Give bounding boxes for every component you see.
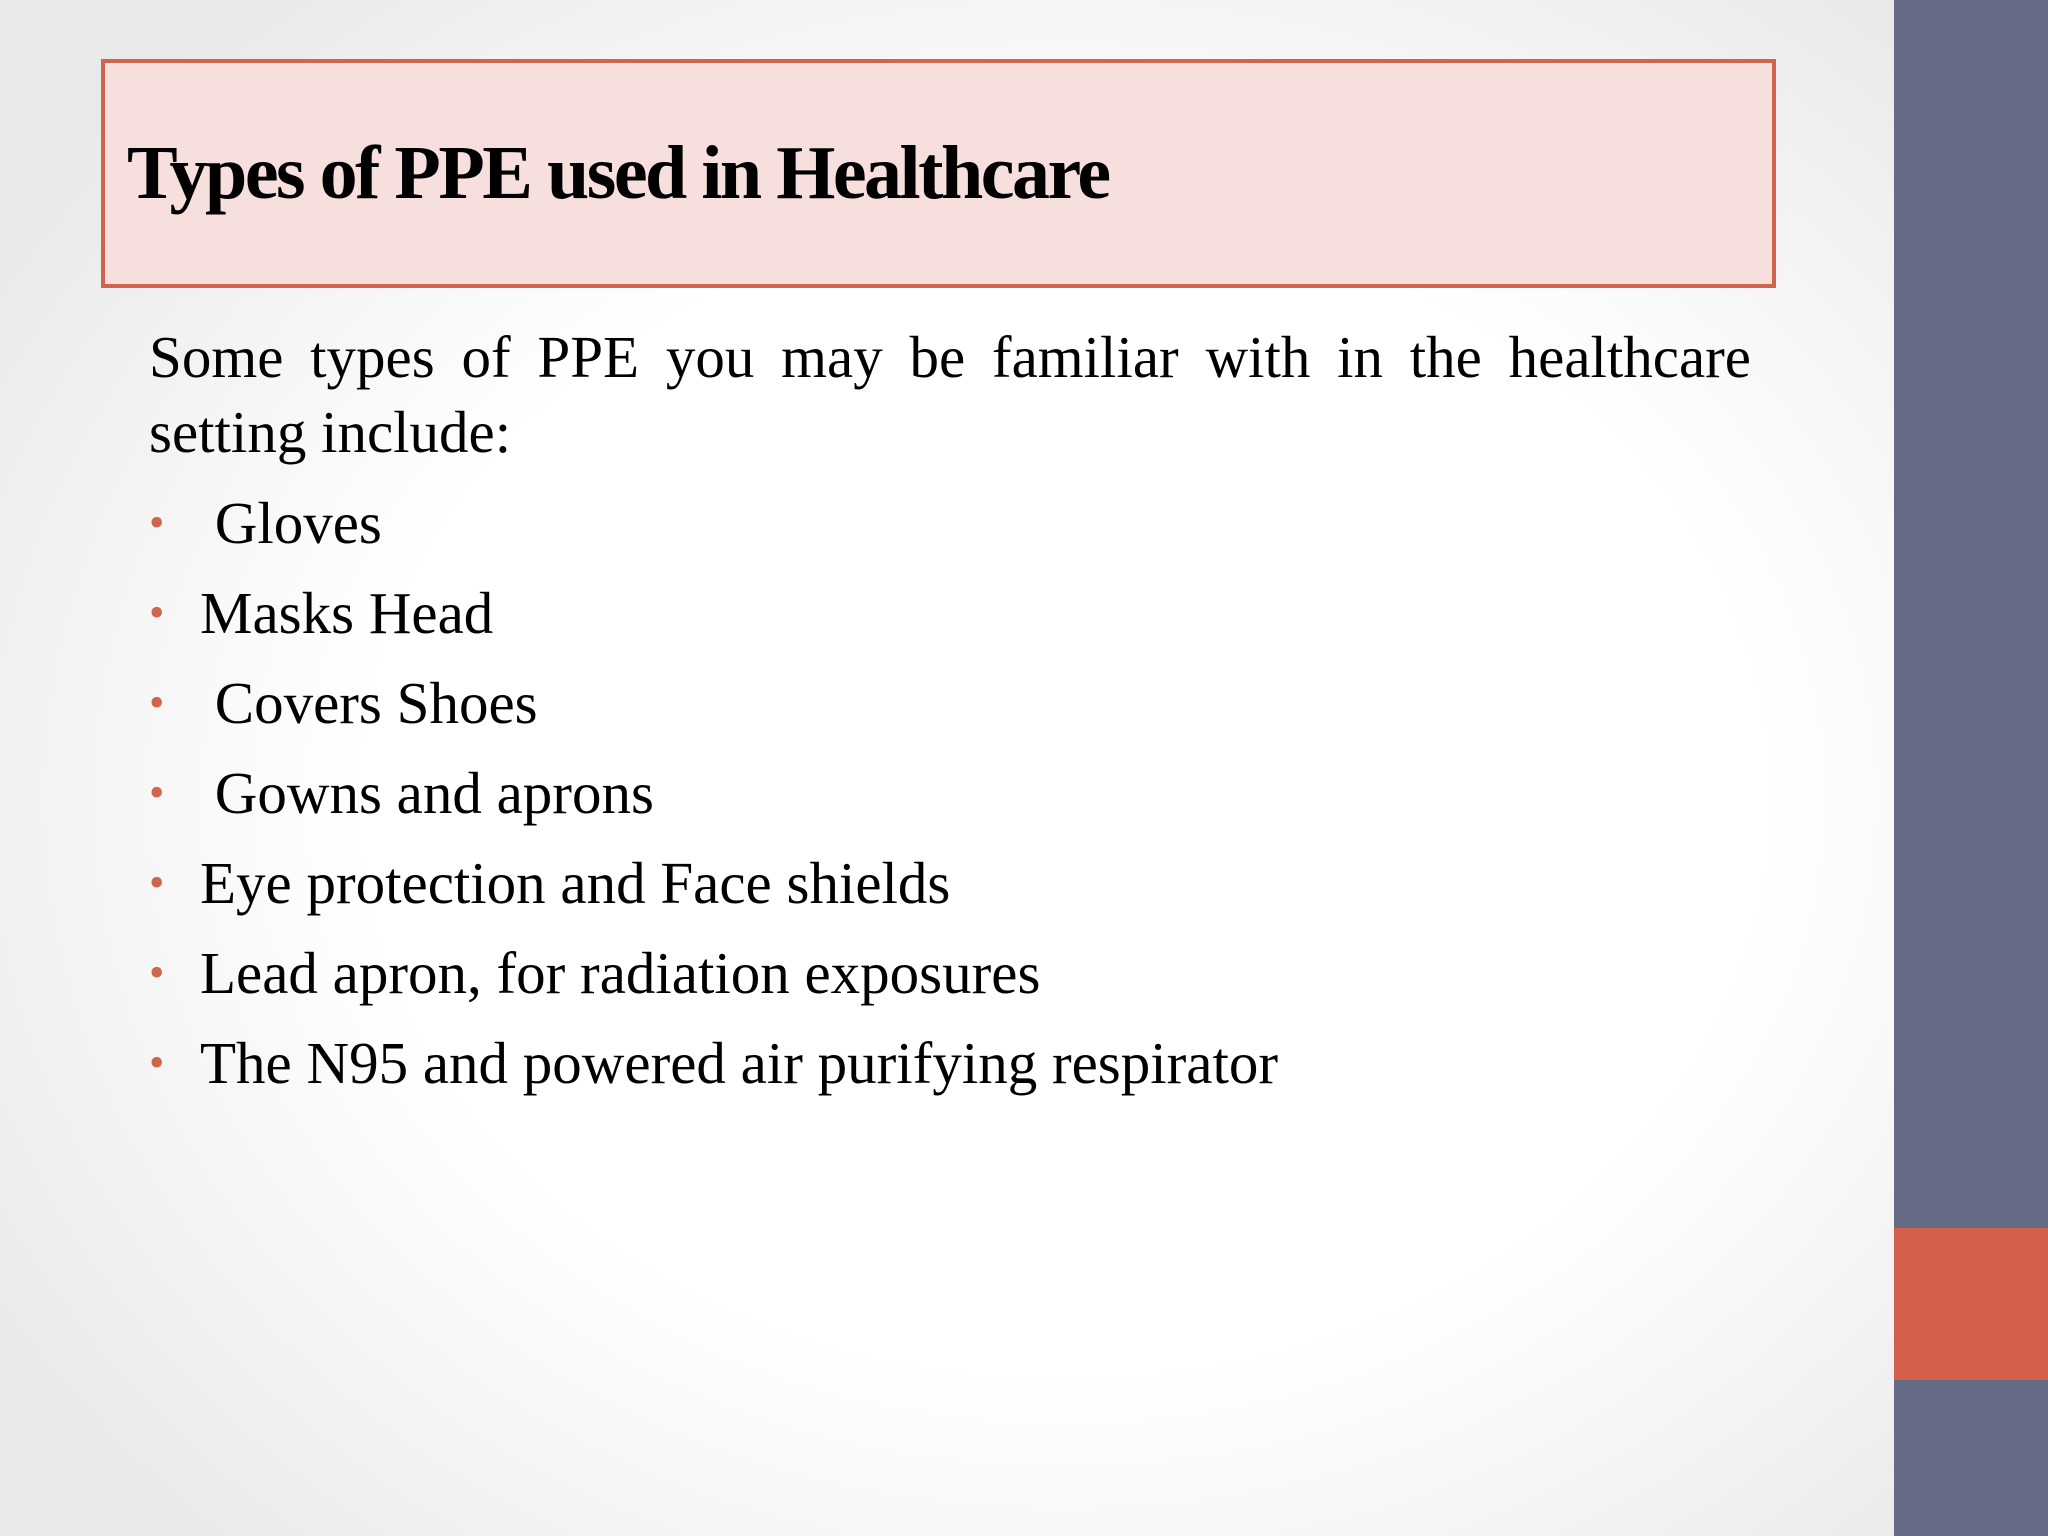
intro-paragraph: Some types of PPE you may be familiar with in the healthcare setting include: xyxy=(149,324,1751,465)
bullet-label: Lead apron, for radiation exposures xyxy=(200,940,1041,1006)
bullet-dot-icon: • xyxy=(149,858,165,907)
bullet-label: Gowns and aprons xyxy=(200,760,654,826)
bullet-dot-icon: • xyxy=(149,678,165,727)
side-accent-block xyxy=(1894,1228,2048,1380)
bullet-label: Gloves xyxy=(200,490,382,556)
bullet-dot-icon: • xyxy=(149,948,165,997)
bullet-label: Eye protection and Face shields xyxy=(200,850,951,916)
bullet-label: Covers Shoes xyxy=(200,670,538,736)
bullet-dot-icon: • xyxy=(149,1038,165,1087)
bullet-dot-icon: • xyxy=(149,588,165,637)
title-box xyxy=(101,59,1776,288)
bullet-label: The N95 and powered air purifying respirator xyxy=(200,1030,1279,1096)
bullet-dot-icon: • xyxy=(149,498,165,547)
bullet-dot-icon: • xyxy=(149,768,165,817)
slide-title: Types of PPE used in Healthcare xyxy=(127,131,1109,215)
bullet-label: Masks Head xyxy=(200,580,494,646)
